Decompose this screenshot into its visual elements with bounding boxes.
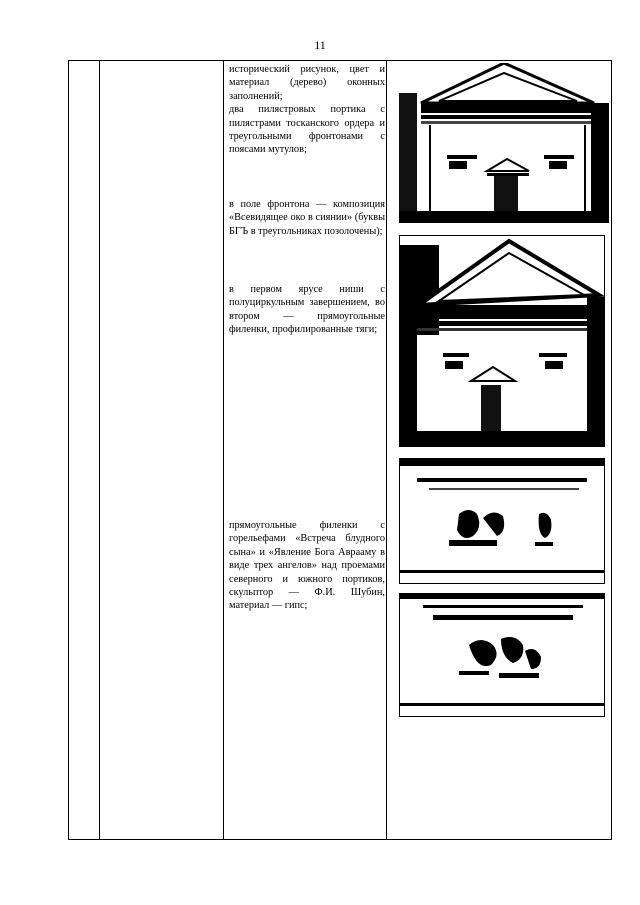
description-text: исторический рисунок, цвет и материал (дерево) оконных заполнений;	[229, 64, 385, 102]
description-text: в первом ярусе ниши с полуциркульным завершением, во втором — прямоугольные филенки, профилированные тяги;	[229, 284, 385, 336]
description-block-4	[229, 519, 385, 613]
description-text: в поле фронтона — композиция «Всевидящее око в сиянии» (буквы БГЪ в треугольниках позолочены);	[229, 199, 385, 237]
relief-panel-photo	[399, 458, 605, 584]
page-number: 11	[314, 38, 326, 52]
column-divider	[223, 61, 224, 839]
facade-pediment-photo	[399, 235, 605, 447]
monument-table	[68, 60, 612, 840]
description-block-3	[229, 283, 385, 337]
relief-panel-photo	[399, 593, 605, 717]
description-block-1	[229, 63, 385, 157]
facade-portico-photo	[399, 63, 609, 223]
column-divider	[386, 61, 387, 839]
description-text: два пилястровых портика с пилястрами тосканского ордера и треугольными фронтонами с поясами мутулов;	[229, 104, 385, 156]
description-block-2	[229, 198, 385, 238]
description-text: прямоугольные филенки с горельефами «Встреча блудного сына» и «Явление Бога Аврааму в виде трех ангелов» над проемами северного и южного портиков, скульптор — Ф.И. Шубин, материал — гипс;	[229, 520, 385, 612]
column-divider	[99, 61, 100, 839]
